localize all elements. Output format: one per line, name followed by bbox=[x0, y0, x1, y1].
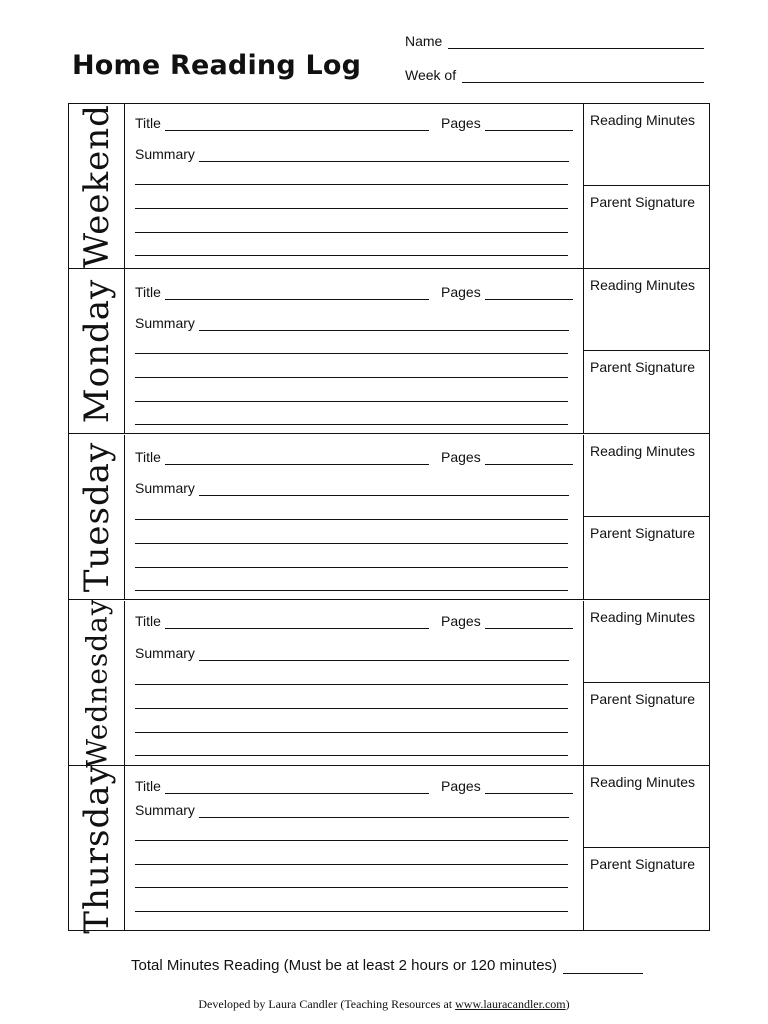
footer-text: Developed by Laura Candler (Teaching Resources at bbox=[198, 997, 456, 1011]
day-label: Weekend bbox=[76, 104, 117, 268]
pages-line[interactable] bbox=[485, 614, 573, 629]
pages-line[interactable] bbox=[485, 116, 573, 131]
day-row-tuesday bbox=[69, 435, 709, 600]
day-row-wednesday bbox=[69, 598, 709, 768]
title-line[interactable] bbox=[165, 779, 429, 794]
total-minutes-label: Total Minutes Reading (Must be at least 2 hours or 120 minutes) bbox=[131, 957, 558, 974]
day-label-cell bbox=[69, 435, 125, 599]
summary-field[interactable] bbox=[135, 645, 569, 661]
title-label: Title bbox=[135, 284, 161, 300]
title-field[interactable] bbox=[135, 115, 429, 131]
pages-field[interactable] bbox=[441, 449, 573, 465]
entry-content bbox=[125, 104, 584, 268]
pages-line[interactable] bbox=[485, 450, 573, 465]
title-label: Title bbox=[135, 115, 161, 131]
entry-content bbox=[125, 435, 584, 599]
summary-blank-line[interactable] bbox=[135, 567, 568, 568]
pages-label: Pages bbox=[441, 115, 481, 131]
day-label: Monday bbox=[76, 278, 117, 424]
summary-blank-line[interactable] bbox=[135, 887, 568, 888]
pages-field[interactable] bbox=[441, 115, 573, 131]
reading-minutes-label: Reading Minutes bbox=[590, 774, 696, 790]
title-field[interactable] bbox=[135, 613, 429, 629]
pages-field[interactable] bbox=[441, 778, 573, 794]
day-label-cell bbox=[69, 598, 125, 768]
parent-signature-box[interactable] bbox=[584, 848, 709, 931]
summary-blank-line[interactable] bbox=[135, 208, 568, 209]
day-label: Tuesday bbox=[76, 441, 117, 593]
summary-blank-line[interactable] bbox=[135, 864, 568, 865]
summary-blank-line[interactable] bbox=[135, 911, 568, 912]
day-label-cell bbox=[69, 763, 125, 934]
summary-line[interactable] bbox=[199, 646, 569, 661]
reading-minutes-box[interactable] bbox=[584, 435, 709, 517]
summary-field[interactable] bbox=[135, 480, 569, 496]
week-line[interactable] bbox=[462, 68, 704, 83]
summary-blank-line[interactable] bbox=[135, 840, 568, 841]
pages-field[interactable] bbox=[441, 613, 573, 629]
footer-credit bbox=[0, 997, 768, 1012]
day-label-cell bbox=[69, 104, 125, 268]
summary-blank-line[interactable] bbox=[135, 353, 568, 354]
summary-line[interactable] bbox=[199, 481, 569, 496]
total-minutes-field[interactable] bbox=[131, 957, 643, 974]
reading-minutes-label: Reading Minutes bbox=[590, 609, 696, 625]
reading-minutes-box[interactable] bbox=[584, 601, 709, 683]
name-line[interactable] bbox=[448, 34, 704, 49]
summary-field[interactable] bbox=[135, 146, 569, 162]
entry-side bbox=[584, 104, 709, 268]
name-label: Name bbox=[405, 33, 443, 49]
title-line[interactable] bbox=[165, 614, 429, 629]
pages-label: Pages bbox=[441, 613, 481, 629]
entry-side bbox=[584, 269, 709, 433]
summary-blank-line[interactable] bbox=[135, 401, 568, 402]
title-label: Title bbox=[135, 613, 161, 629]
pages-label: Pages bbox=[441, 284, 481, 300]
parent-signature-label: Parent Signature bbox=[590, 194, 696, 210]
summary-blank-line[interactable] bbox=[135, 184, 568, 185]
summary-blank-line[interactable] bbox=[135, 424, 568, 425]
pages-line[interactable] bbox=[485, 779, 573, 794]
entry-content bbox=[125, 269, 584, 433]
week-field[interactable] bbox=[405, 67, 704, 83]
reading-minutes-box[interactable] bbox=[584, 766, 709, 848]
title-label: Title bbox=[135, 778, 161, 794]
parent-signature-box[interactable] bbox=[584, 683, 709, 766]
summary-blank-line[interactable] bbox=[135, 232, 568, 233]
summary-line[interactable] bbox=[199, 147, 569, 162]
summary-label: Summary bbox=[135, 802, 195, 818]
total-minutes-line[interactable] bbox=[563, 958, 643, 974]
summary-line[interactable] bbox=[199, 803, 569, 818]
name-field[interactable] bbox=[405, 33, 704, 49]
day-label: Thursday bbox=[76, 763, 117, 934]
footer-end: ) bbox=[565, 997, 570, 1011]
title-line[interactable] bbox=[165, 285, 429, 300]
summary-field[interactable] bbox=[135, 315, 569, 331]
day-row-thursday bbox=[69, 763, 709, 934]
parent-signature-label: Parent Signature bbox=[590, 359, 696, 375]
entry-side bbox=[584, 601, 709, 765]
reading-minutes-label: Reading Minutes bbox=[590, 277, 696, 293]
summary-blank-line[interactable] bbox=[135, 255, 568, 256]
parent-signature-label: Parent Signature bbox=[590, 691, 696, 707]
summary-blank-line[interactable] bbox=[135, 755, 568, 756]
title-field[interactable] bbox=[135, 778, 429, 794]
summary-blank-line[interactable] bbox=[135, 590, 568, 591]
entry-content bbox=[125, 601, 584, 765]
entry-side bbox=[584, 435, 709, 599]
summary-blank-line[interactable] bbox=[135, 684, 568, 685]
page-title: Home Reading Log bbox=[72, 50, 362, 81]
summary-label: Summary bbox=[135, 146, 195, 162]
reading-minutes-box[interactable] bbox=[584, 269, 709, 351]
title-label: Title bbox=[135, 449, 161, 465]
footer-link[interactable]: www.lauracandler.com bbox=[455, 997, 566, 1011]
title-field[interactable] bbox=[135, 284, 429, 300]
summary-blank-line[interactable] bbox=[135, 708, 568, 709]
title-line[interactable] bbox=[165, 450, 429, 465]
summary-line[interactable] bbox=[199, 316, 569, 331]
day-label: Wednesday bbox=[80, 598, 113, 768]
reading-minutes-label: Reading Minutes bbox=[590, 112, 696, 128]
parent-signature-box[interactable] bbox=[584, 186, 709, 269]
reading-log-table bbox=[68, 103, 710, 934]
summary-label: Summary bbox=[135, 645, 195, 661]
day-row-weekend bbox=[69, 104, 709, 269]
parent-signature-label: Parent Signature bbox=[590, 856, 696, 872]
summary-blank-line[interactable] bbox=[135, 519, 568, 520]
summary-field[interactable] bbox=[135, 802, 569, 818]
week-label: Week of bbox=[405, 67, 457, 83]
entry-side bbox=[584, 766, 709, 931]
summary-label: Summary bbox=[135, 480, 195, 496]
parent-signature-box[interactable] bbox=[584, 517, 709, 600]
reading-minutes-label: Reading Minutes bbox=[590, 443, 696, 459]
summary-blank-line[interactable] bbox=[135, 543, 568, 544]
summary-blank-line[interactable] bbox=[135, 732, 568, 733]
entry-content bbox=[125, 766, 584, 931]
title-line[interactable] bbox=[165, 116, 429, 131]
parent-signature-label: Parent Signature bbox=[590, 525, 696, 541]
reading-minutes-box[interactable] bbox=[584, 104, 709, 186]
pages-field[interactable] bbox=[441, 284, 573, 300]
parent-signature-box[interactable] bbox=[584, 351, 709, 434]
day-label-cell bbox=[69, 269, 125, 433]
summary-blank-line[interactable] bbox=[135, 377, 568, 378]
pages-label: Pages bbox=[441, 778, 481, 794]
pages-label: Pages bbox=[441, 449, 481, 465]
title-field[interactable] bbox=[135, 449, 429, 465]
summary-label: Summary bbox=[135, 315, 195, 331]
pages-line[interactable] bbox=[485, 285, 573, 300]
day-row-monday bbox=[69, 269, 709, 434]
